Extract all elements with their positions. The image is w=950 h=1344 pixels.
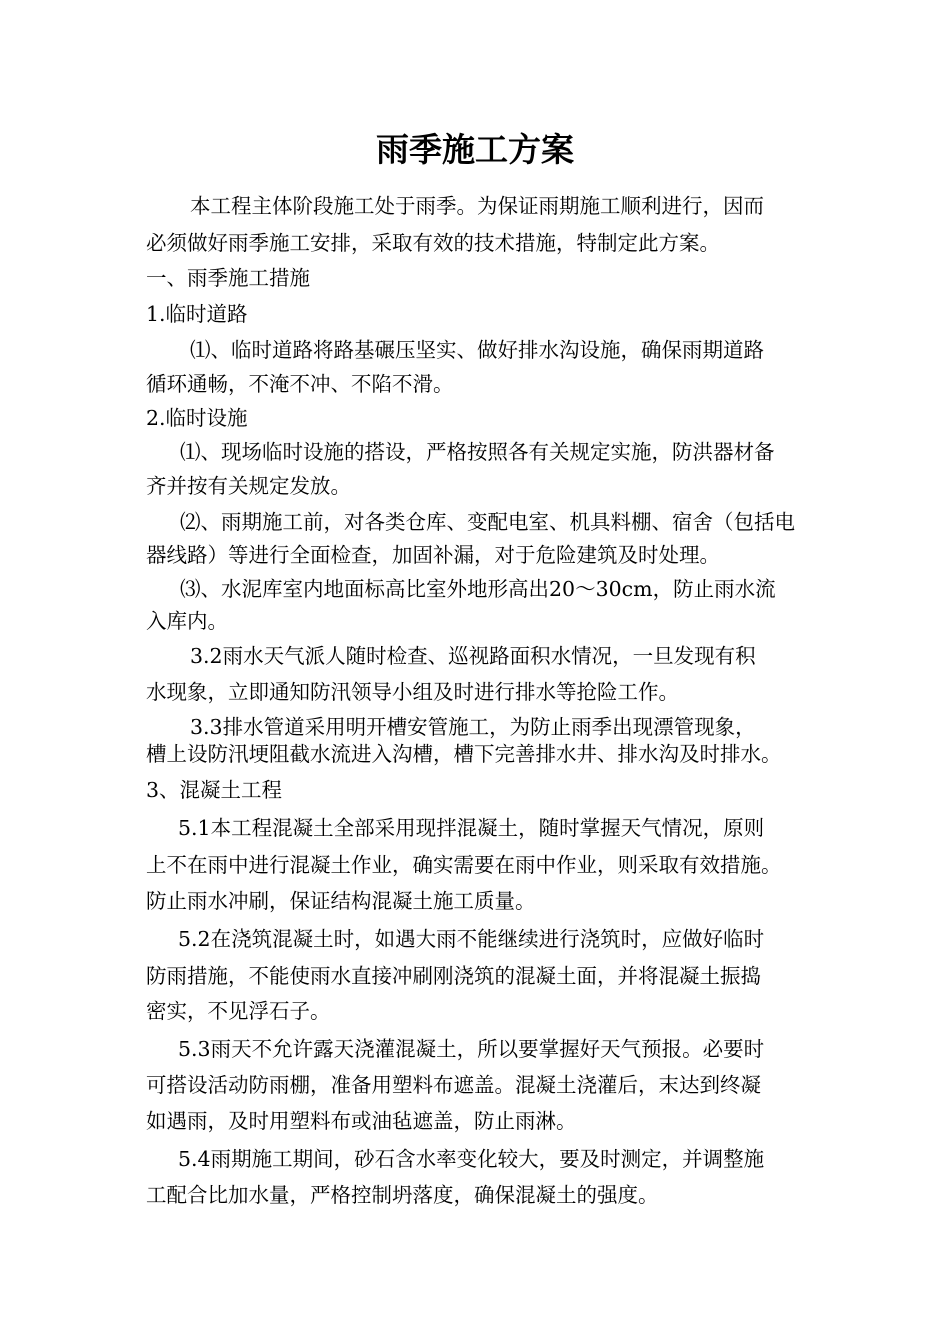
text-line: 5.2在浇筑混凝土时，如遇大雨不能继续进行浇筑时，应做好临时: [178, 927, 765, 951]
text-line: ⑵、雨期施工前，对各类仓库、变配电室、机具料棚、宿舍（包括电: [180, 510, 795, 534]
text-line: 3.3排水管道采用明开槽安管施工，为防止雨季出现漂管现象，: [190, 715, 756, 739]
text-line: 5.4雨期施工期间，砂石含水率变化较大，要及时测定，并调整施: [178, 1147, 765, 1171]
text-line: 密实，不见浮石子。: [146, 999, 331, 1023]
text-line: 3.2雨水天气派人随时检查、巡视路面积水情况，一旦发现有积: [190, 644, 756, 668]
text-line: 本工程主体阶段施工处于雨季。为保证雨期施工顺利进行，因而: [190, 194, 764, 218]
text-line: 工配合比加水量，严格控制坍落度，确保混凝土的强度。: [146, 1183, 659, 1207]
text-line: 可搭设活动防雨棚，准备用塑料布遮盖。混凝土浇灌后，末达到终凝: [146, 1073, 761, 1097]
text-line: 必须做好雨季施工安排，采取有效的技术措施，特制定此方案。: [146, 231, 720, 255]
text-line: 如遇雨，及时用塑料布或油毡遮盖，防止雨淋。: [146, 1109, 577, 1133]
section-heading: 一、雨季施工措施: [146, 266, 310, 290]
text-line: 器线路）等进行全面检查，加固补漏，对于危险建筑及时处理。: [146, 543, 720, 567]
text-line: 入库内。: [146, 609, 228, 633]
subsection-heading: 2.临时设施: [146, 406, 248, 430]
section-heading: 3、混凝土工程: [146, 778, 283, 802]
text-line: ⑴、临时道路将路基碾压坚实、做好排水沟设施，确保雨期道路: [190, 338, 764, 362]
text-line: 齐并按有关规定发放。: [146, 474, 351, 498]
text-line: 防止雨水冲刷，保证结构混凝土施工质量。: [146, 889, 536, 913]
text-line: ⑴、现场临时设施的搭设，严格按照各有关规定实施，防洪器材备: [180, 440, 775, 464]
text-line: 上不在雨中进行混凝土作业，确实需要在雨中作业，则采取有效措施。: [146, 853, 782, 877]
text-line: 5.1本工程混凝土全部采用现拌混凝土，随时掌握天气情况，原则: [178, 816, 765, 840]
text-line: 防雨措施，不能使雨水直接冲刷刚浇筑的混凝土面，并将混凝土振捣: [146, 964, 761, 988]
text-line: 循环通畅，不淹不冲、不陷不滑。: [146, 372, 454, 396]
text-line: ⑶、水泥库室内地面标高比室外地形高出20～30cm，防止雨水流: [180, 577, 776, 601]
text-line: 5.3雨天不允许露天浇灌混凝土，所以要掌握好天气预报。必要时: [178, 1037, 765, 1061]
document-title: 雨季施工方案: [376, 130, 574, 169]
text-line: 槽上设防汛埂阻截水流进入沟槽，槽下完善排水井、排水沟及时排水。: [146, 742, 782, 766]
subsection-heading: 1.临时道路: [146, 302, 248, 326]
text-line: 水现象，立即通知防汛领导小组及时进行排水等抢险工作。: [146, 680, 679, 704]
